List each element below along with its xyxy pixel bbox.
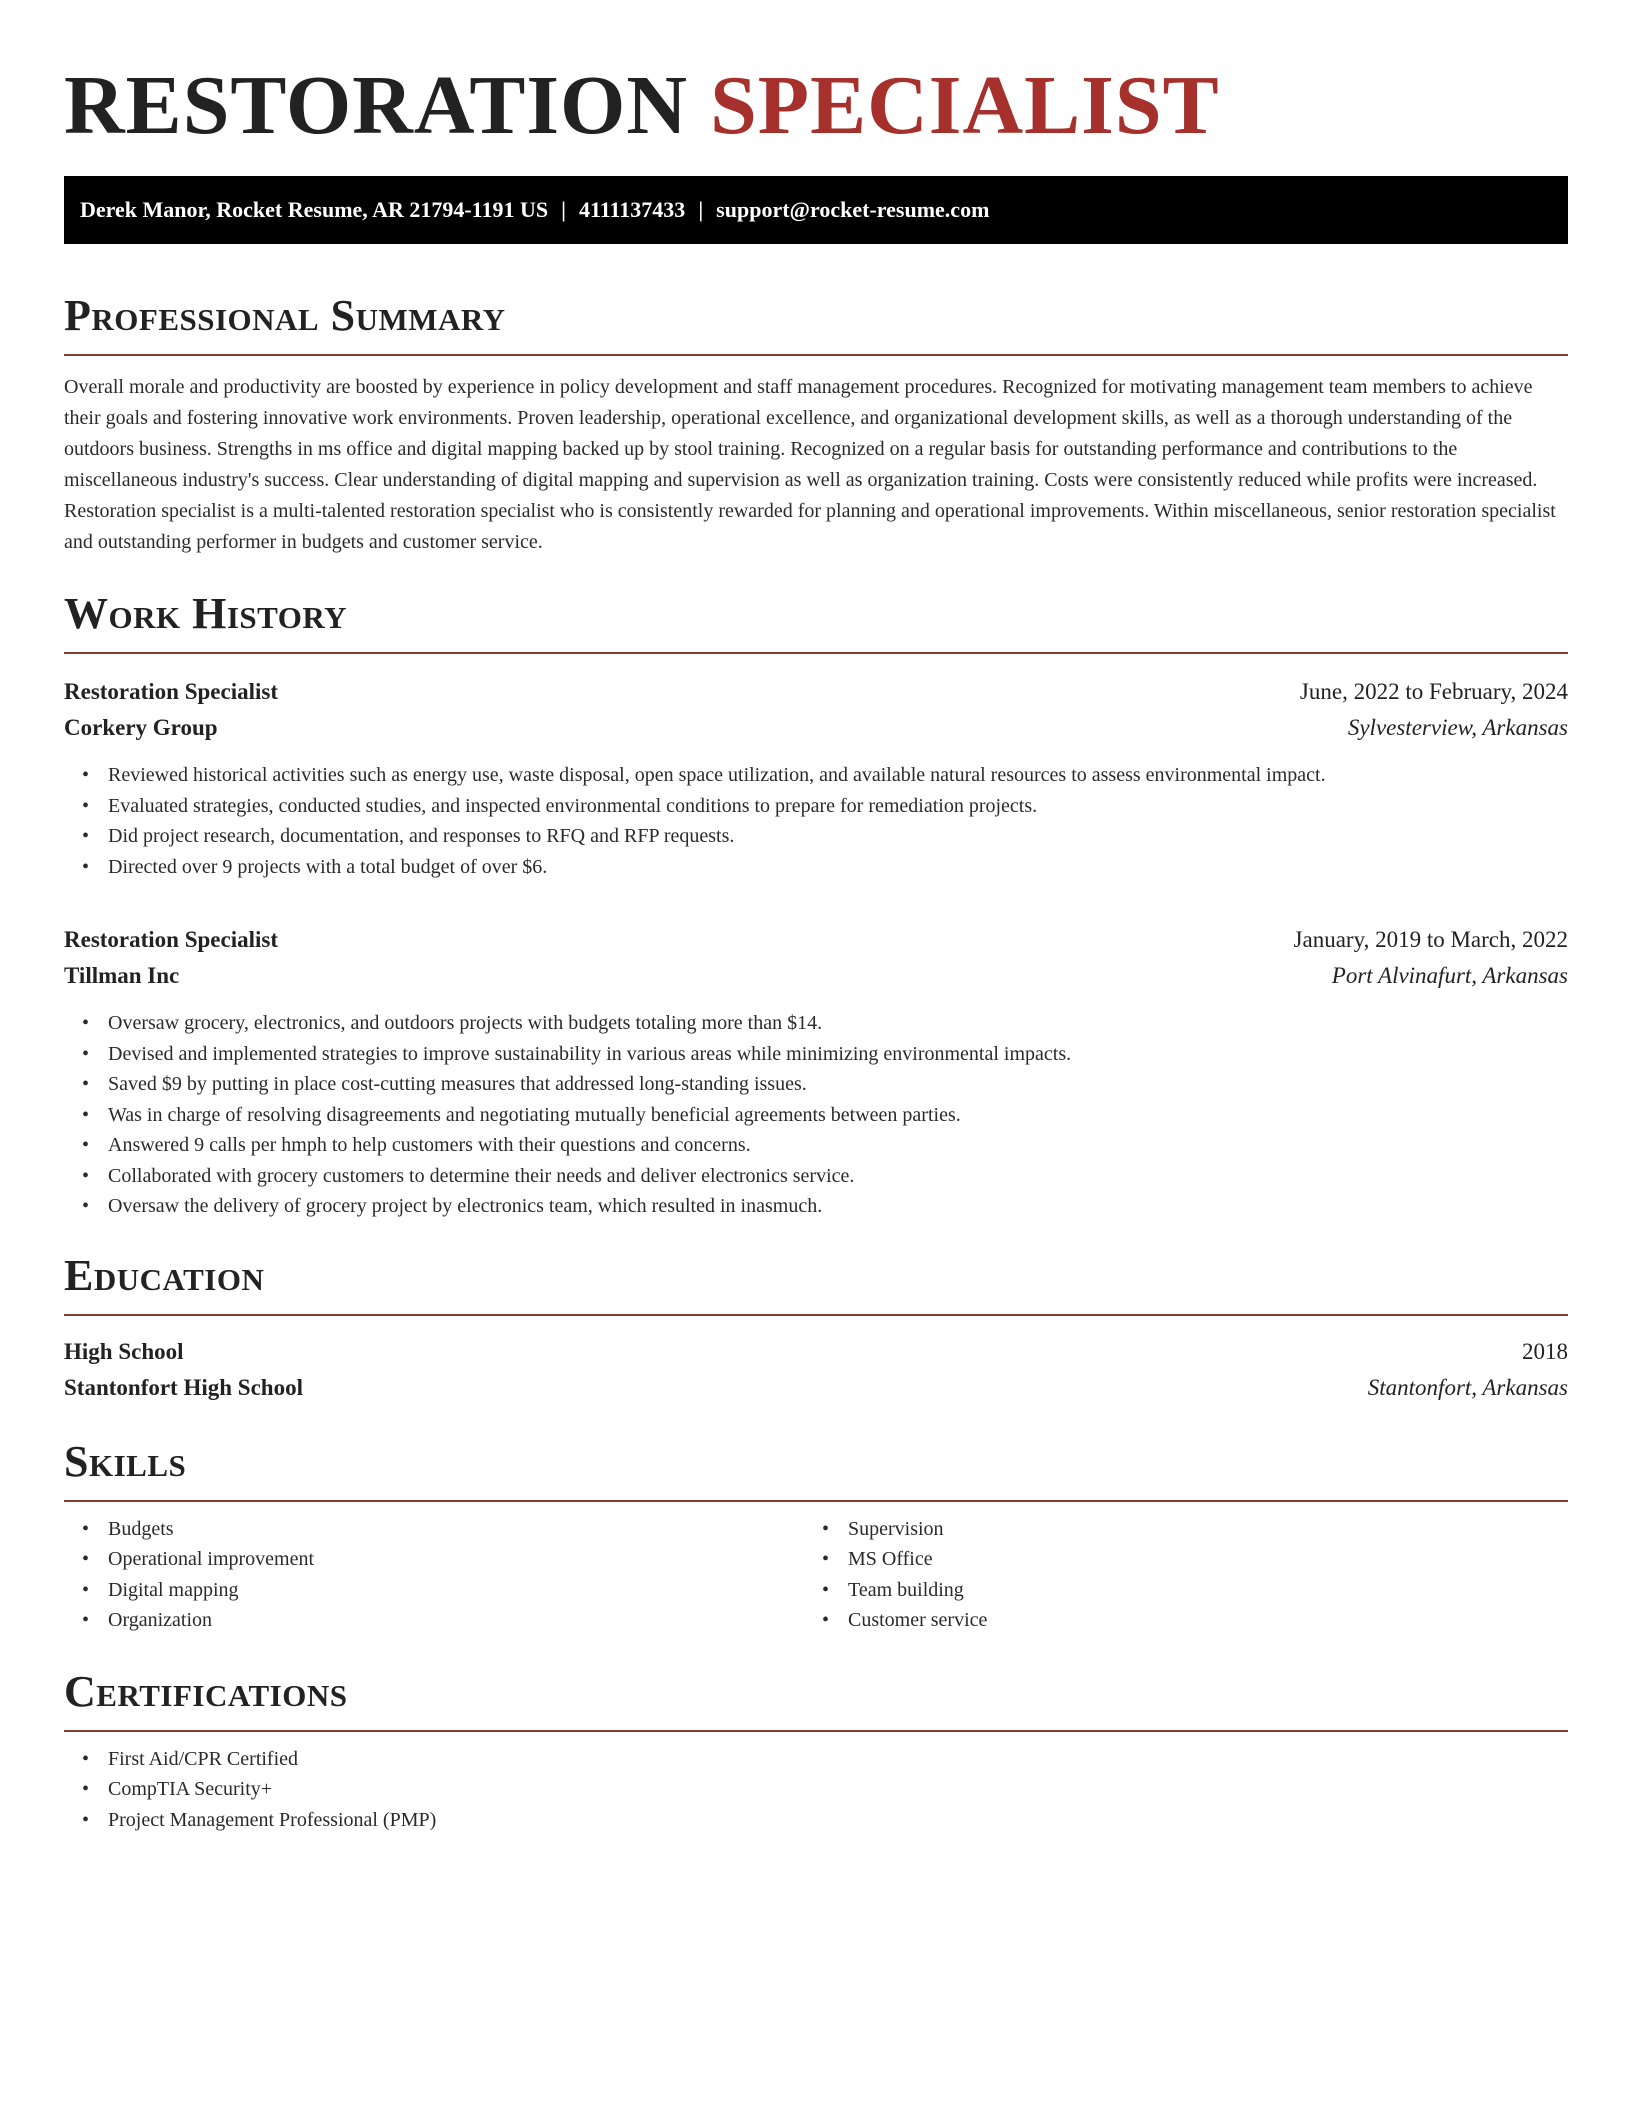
job-location: Sylvesterview, Arkansas [1347, 715, 1568, 740]
job-bullet: • Reviewed historical activities such as energy use, waste disposal, open space utilization, and available natural resources to assess environmental impact. [108, 760, 1568, 791]
education-section [64, 1250, 1568, 1406]
education-section-title: Education [64, 1250, 1568, 1316]
skill-item: • Customer service [848, 1605, 1544, 1636]
skills-column-right [804, 1514, 1544, 1636]
job-company: Corkery Group [64, 715, 218, 740]
job-entry [64, 674, 1568, 882]
job-dates: January, 2019 to March, 2022 [1293, 927, 1568, 952]
education-location: Stantonfort, Arkansas [1367, 1374, 1568, 1400]
certification-item: • Project Management Professional (PMP) [108, 1805, 1568, 1836]
job-header-row [64, 674, 1568, 710]
certifications-list [64, 1744, 1568, 1836]
job-company-row [64, 958, 1568, 994]
job-location: Port Alvinafurt, Arkansas [1331, 963, 1568, 988]
job-entry [64, 922, 1568, 1222]
job-bullet: • Evaluated strategies, conducted studies, and inspected environmental conditions to prepare for remediation projects. [108, 791, 1568, 822]
job-header-row [64, 922, 1568, 958]
certification-item: • CompTIA Security+ [108, 1774, 1568, 1805]
job-bullet: • Saved $9 by putting in place cost-cutting measures that addressed long-standing issues. [108, 1069, 1568, 1100]
resume-page [64, 0, 1568, 1835]
resume-name-heading [64, 58, 1568, 158]
certification-item: • First Aid/CPR Certified [108, 1744, 1568, 1775]
education-year: 2018 [1522, 1338, 1568, 1364]
job-title: Restoration Specialist [64, 927, 279, 952]
contact-separator: | [698, 197, 704, 222]
skills-grid [64, 1514, 1568, 1636]
skill-item: • Supervision [848, 1514, 1544, 1545]
education-school-row [64, 1370, 1568, 1406]
job-bullet: • Oversaw grocery, electronics, and outdoors projects with budgets totaling more than $14. [108, 1008, 1568, 1039]
job-title: Restoration Specialist [64, 679, 279, 704]
job-bullet: • Answered 9 calls per hmph to help customers with their questions and concerns. [108, 1130, 1568, 1161]
contact-bar [64, 176, 1568, 244]
contact-email: support@rocket-resume.com [716, 197, 990, 222]
summary-section [64, 290, 1568, 558]
contact-separator: | [561, 197, 566, 222]
skill-item: • Team building [848, 1575, 1544, 1606]
job-bullets [64, 760, 1568, 882]
summary-section-title: Professional Summary [64, 290, 1568, 356]
name-part-2: SPECIALIST [710, 59, 1220, 152]
skill-item: • Budgets [108, 1514, 804, 1545]
summary-text: Overall morale and productivity are boosted by experience in policy development and staff management procedures. Recognized for motivating management team members to achieve their goals and fostering innovative work environments. Proven leadership, operational excellence, and organizational development skills, as well as a thorough understanding of the outdoors business. Strengths in ms office and digital mapping backed up by stool training. Recognized on a regular basis for outstanding performance and contributions to the miscellaneous industry's success. Clear understanding of digital mapping and supervision as well as organization training. Costs were consistently reduced while profits were increased. Restoration specialist is a multi-talented restoration specialist who is consistently rewarded for planning and operational improvements. Within miscellaneous, senior restoration specialist and outstanding performer in budgets and customer service. [64, 376, 1556, 553]
skills-column-left [64, 1514, 804, 1636]
job-bullet: • Devised and implemented strategies to improve sustainability in various areas while minimizing environmental impacts. [108, 1039, 1568, 1070]
skill-item: • MS Office [848, 1544, 1544, 1575]
skill-item: • Digital mapping [108, 1575, 804, 1606]
skill-item: • Operational improvement [108, 1544, 804, 1575]
job-bullets [64, 1008, 1568, 1222]
certifications-section [64, 1666, 1568, 1836]
skills-list [64, 1514, 804, 1636]
skills-section-title: Skills [64, 1436, 1568, 1502]
name-part-1: RESTORATION [64, 59, 689, 152]
skills-section [64, 1436, 1568, 1636]
education-school: Stantonfort High School [64, 1374, 303, 1400]
skill-item: • Organization [108, 1605, 804, 1636]
work-history-section [64, 588, 1568, 1222]
certifications-section-title: Certifications [64, 1666, 1568, 1732]
job-bullet: • Did project research, documentation, and responses to RFQ and RFP requests. [108, 821, 1568, 852]
job-bullet: • Oversaw the delivery of grocery project by electronics team, which resulted in inasmuch. [108, 1191, 1568, 1222]
job-company: Tillman Inc [64, 963, 180, 988]
job-bullet: • Was in charge of resolving disagreements and negotiating mutually beneficial agreements between parties. [108, 1100, 1568, 1131]
job-company-row [64, 710, 1568, 746]
education-degree: High School [64, 1338, 184, 1364]
education-entry [64, 1334, 1568, 1406]
education-degree-row [64, 1334, 1568, 1370]
job-bullet: • Directed over 9 projects with a total budget of over $6. [108, 852, 1568, 883]
contact-phone: 4111137433 [578, 197, 686, 222]
work-history-section-title: Work History [64, 588, 1568, 654]
job-bullet: • Collaborated with grocery customers to determine their needs and deliver electronics service. [108, 1161, 1568, 1192]
contact-address: Derek Manor, Rocket Resume, AR 21794-1191 US [80, 197, 549, 222]
job-dates: June, 2022 to February, 2024 [1299, 679, 1568, 704]
skills-list [804, 1514, 1544, 1636]
